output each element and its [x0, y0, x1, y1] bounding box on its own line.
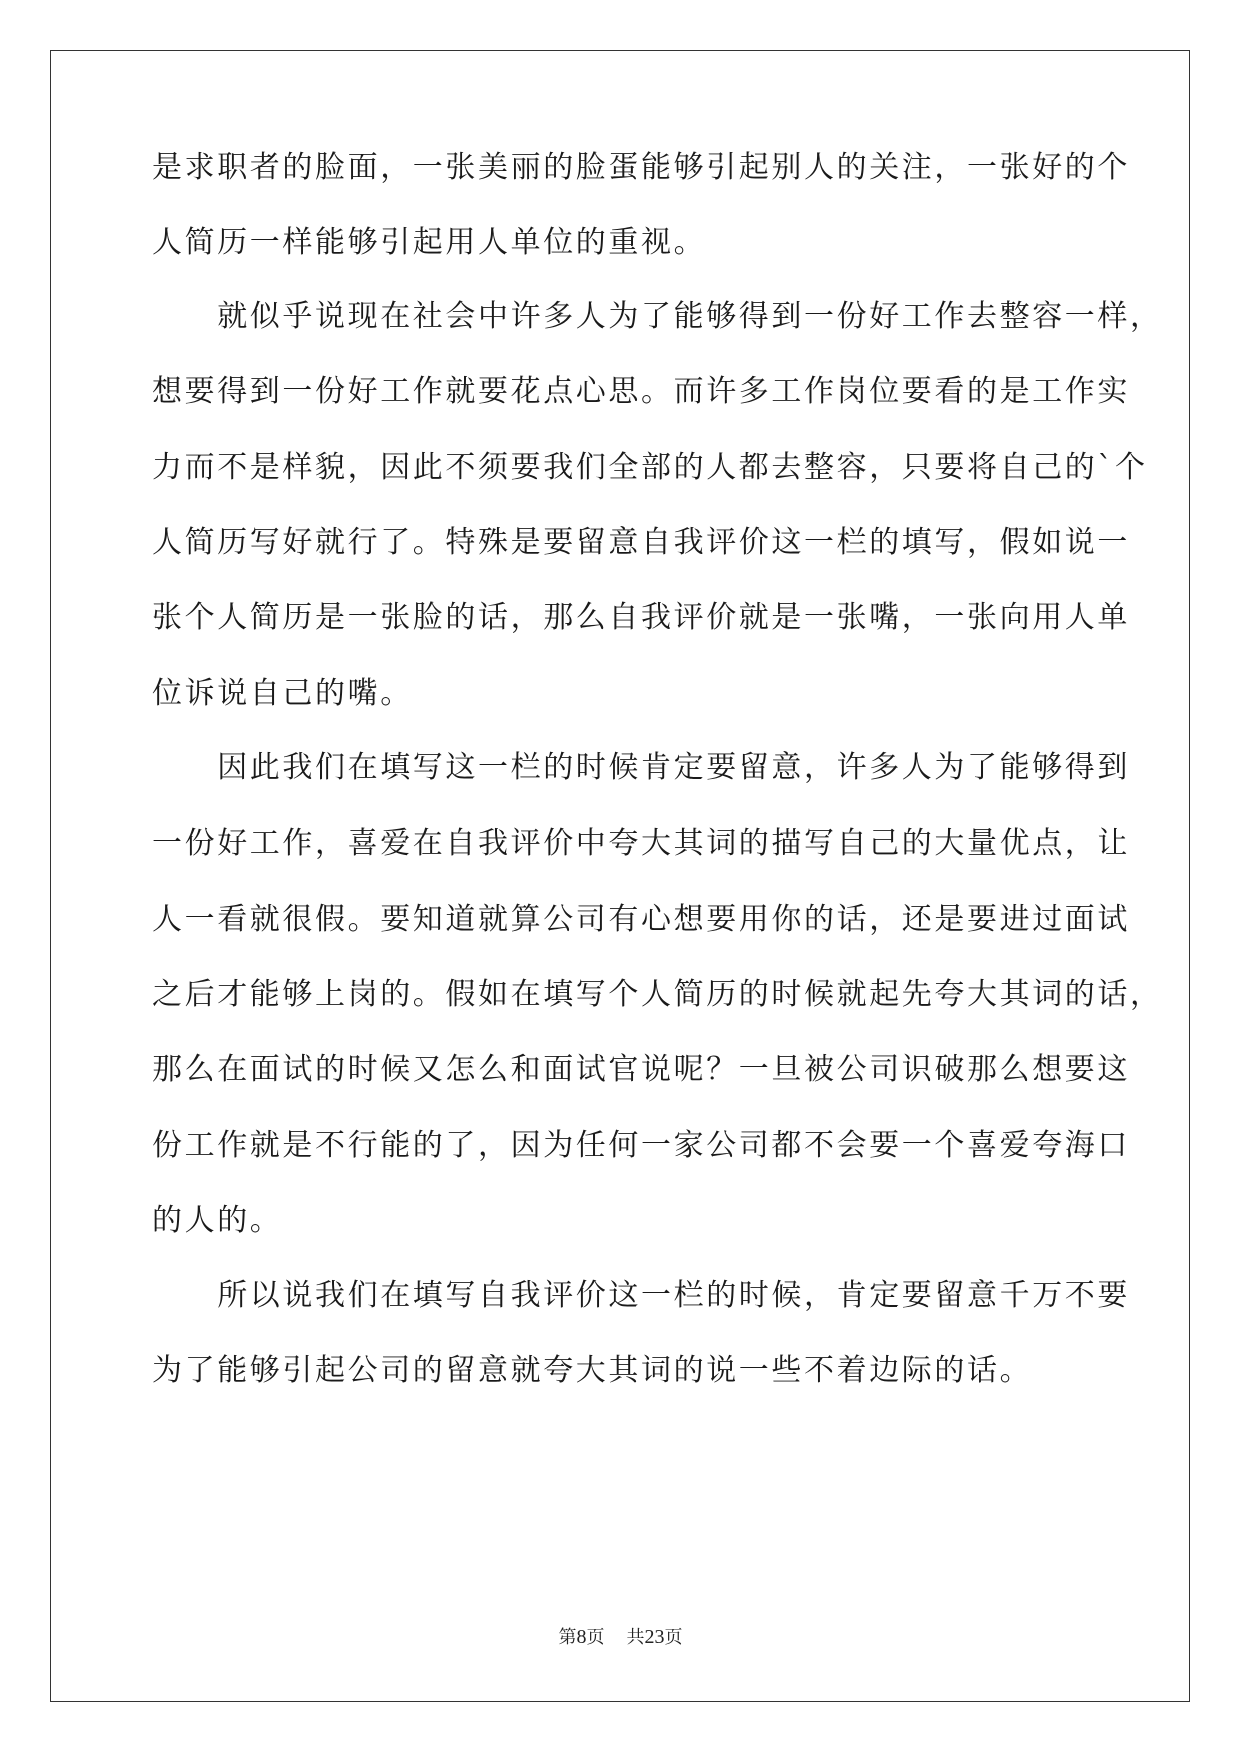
text-line: 人简历一样能够引起用人单位的重视。: [152, 225, 707, 260]
page-number: 8: [576, 1626, 587, 1648]
text-line: 一份好工作，喜爱在自我评价中夸大其词的描写自己的大量优点，让: [152, 826, 1130, 861]
total-suffix: 页: [664, 1627, 683, 1648]
text-line: 份工作就是不行能的了，因为任何一家公司都不会要一个喜爱夸海口: [152, 1128, 1130, 1163]
text-line: 位诉说自己的嘴。: [152, 676, 413, 711]
page-footer: [0, 1626, 1241, 1649]
total-pages: 23: [644, 1626, 665, 1648]
total-prefix: 共: [626, 1627, 645, 1648]
text-line: 张个人简历是一张脸的话，那么自我评价就是一张嘴，一张向用人单: [152, 600, 1130, 635]
text-line: 就似乎说现在社会中许多人为了能够得到一份好工作去整容一样，: [152, 299, 1163, 334]
text-line: 是求职者的脸面，一张美丽的脸蛋能够引起别人的关注，一张好的个: [152, 150, 1130, 185]
page-suffix: 页: [586, 1627, 605, 1648]
page-border: [50, 50, 1190, 1702]
text-line: 为了能够引起公司的留意就夸大其词的说一些不着边际的话。: [152, 1353, 1033, 1388]
text-line: 人一看就很假。要知道就算公司有心想要用你的话，还是要进过面试: [152, 902, 1130, 937]
text-line: 力而不是样貌，因此不须要我们全部的人都去整容，只要将自己的`个: [152, 450, 1148, 485]
page-prefix: 第: [558, 1627, 577, 1648]
text-line: 因此我们在填写这一栏的时候肯定要留意，许多人为了能够得到: [152, 750, 1130, 785]
text-line: 之后才能够上岗的。假如在填写个人简历的时候就起先夸大其词的话，: [152, 977, 1163, 1012]
text-line: 那么在面试的时候又怎么和面试官说呢？一旦被公司识破那么想要这: [152, 1052, 1130, 1087]
text-line: 人简历写好就行了。特殊是要留意自我评价这一栏的填写，假如说一: [152, 525, 1130, 560]
text-line: 所以说我们在填写自我评价这一栏的时候，肯定要留意千万不要: [152, 1278, 1130, 1313]
text-line: 的人的。: [152, 1203, 283, 1238]
text-line: 想要得到一份好工作就要花点心思。而许多工作岗位要看的是工作实: [152, 374, 1130, 409]
